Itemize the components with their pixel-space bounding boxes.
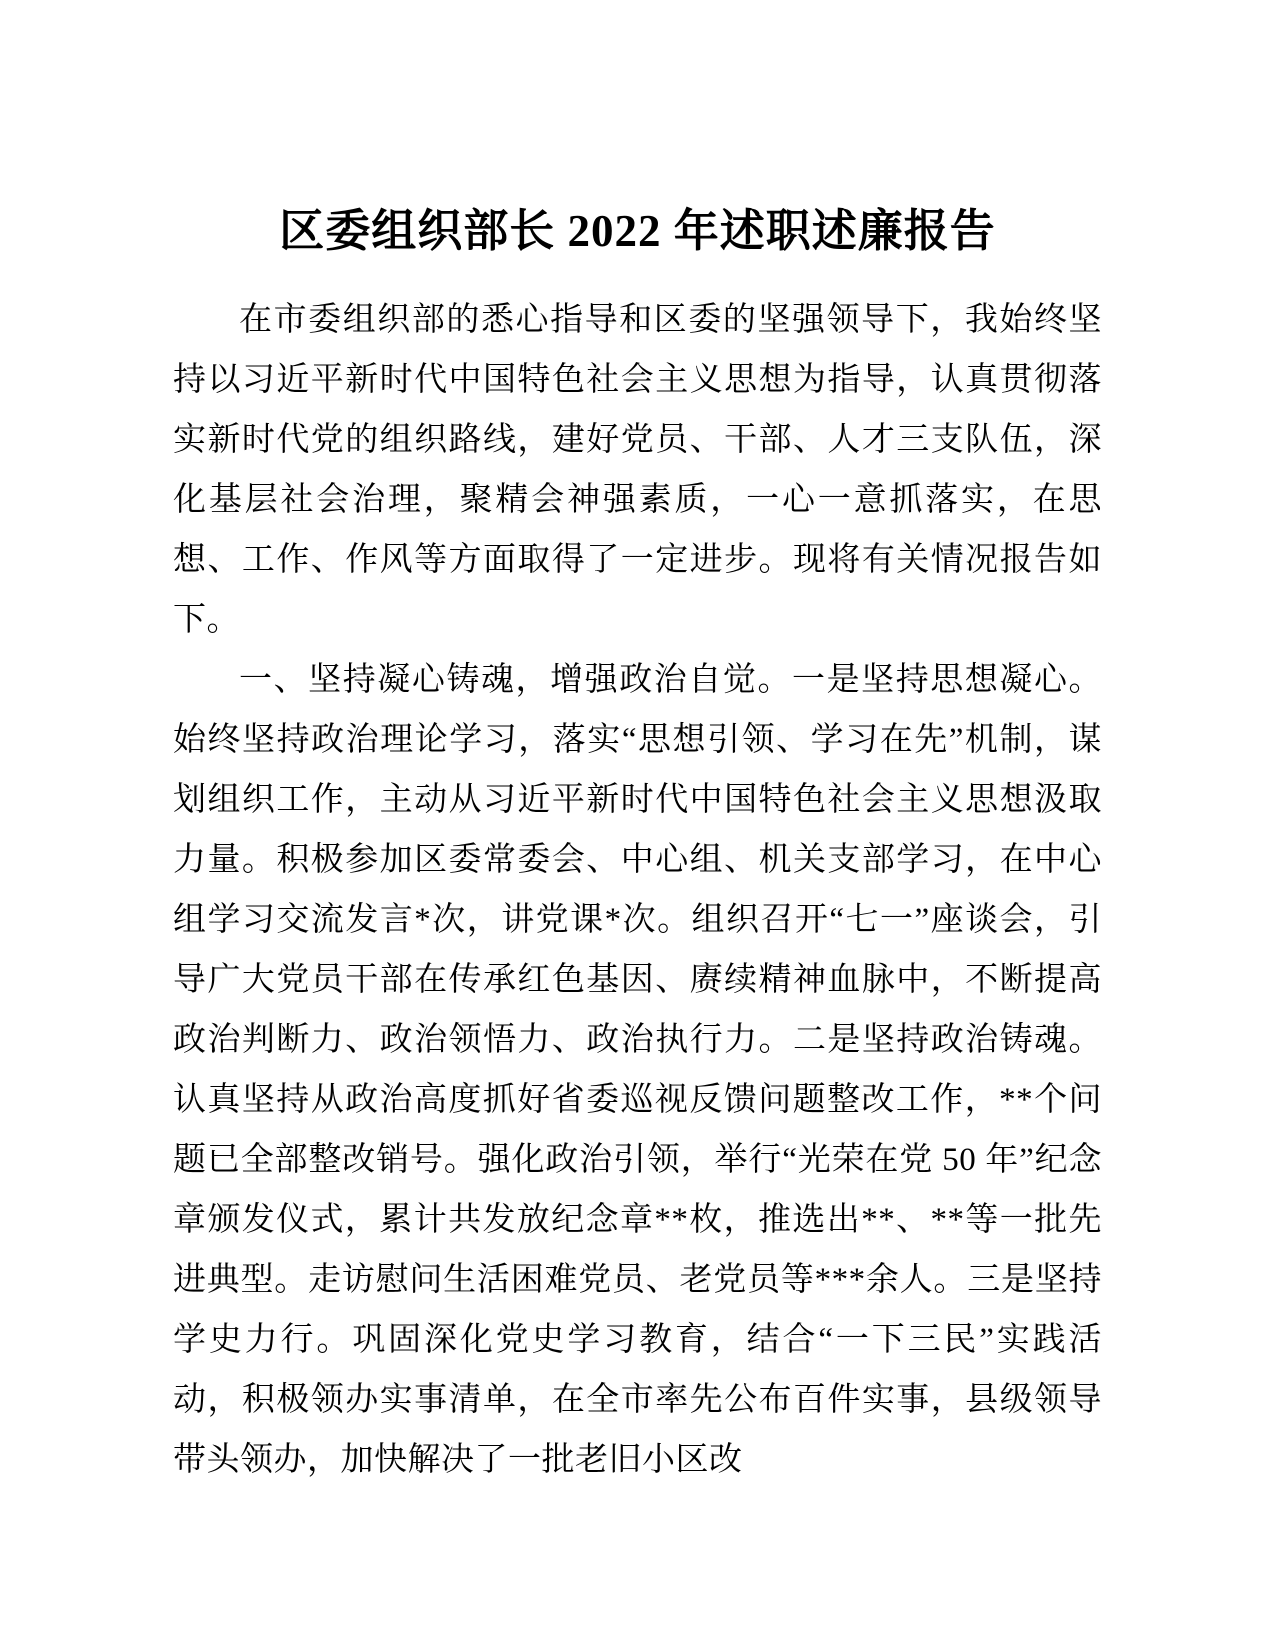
document-title: 区委组织部长 2022 年述职述廉报告: [279, 206, 996, 256]
paragraph-section-one: 一、坚持凝心铸魂，增强政治自觉。一是坚持思想凝心。始终坚持政治理论学习，落实“思想引领、学习在先”机制，谋划组织工作，主动从习近平新时代中国特色社会主义思想汲取力量。积极参加区委常委会、中心组、机关支部学习，在中心组学习交流发言*次，讲党课*次。组织召开“七一”座谈会，引导广大党员干部在传承红色基因、赓续精神血脉中，不断提高政治判断力、政治领悟力、政治执行力。二是坚持政治铸魂。认真坚持从政治高度抓好省委巡视反馈问题整改工作，**个问题已全部整改销号。强化政治引领，举行“光荣在党 50 年”纪念章颁发仪式，累计共发放纪念章**枚，推选出**、**等一批先进典型。走访慰问生活困难党员、老党员等***余人。三是坚持学史力行。巩固深化党史学习教育，结合“一下三民”实践活动，积极领办实事清单，在全市率先公布百件实事，县级领导带头领办，加快解决了一批老旧小区改: [173, 662, 1102, 1478]
paragraph-introduction: 在市委组织部的悉心指导和区委的坚强领导下，我始终坚持以习近平新时代中国特色社会主义思想为指导，认真贯彻落实新时代党的组织路线，建好党员、干部、人才三支队伍，深化基层社会治理，聚精会神强素质，一心一意抓落实，在思想、工作、作风等方面取得了一定进步。现将有关情况报告如下。: [173, 302, 1102, 638]
